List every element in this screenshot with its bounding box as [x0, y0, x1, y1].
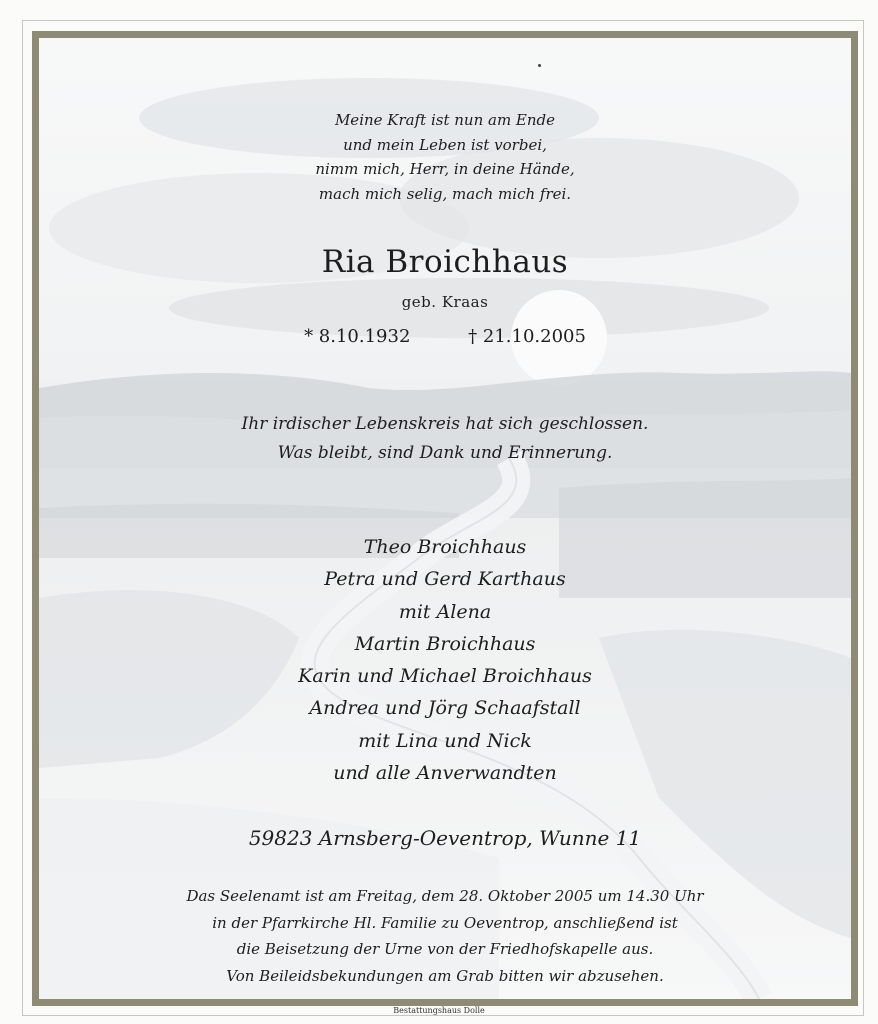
quote-line: Was bleibt, sind Dank und Erinnerung. [277, 443, 613, 463]
notice-line: die Beisetzung der Urne von der Friedhofskapelle aus. [236, 940, 654, 958]
poem [39, 108, 851, 206]
funeral-notice [39, 883, 851, 989]
mourner-line: und alle Anverwandten [333, 762, 557, 785]
mourner-line: mit Alena [398, 600, 492, 623]
death-date: † 21.10.2005 [468, 326, 586, 347]
poem-line: mach mich selig, mach mich frei. [318, 184, 572, 203]
quote-line: Ihr irdischer Lebenskreis hat sich geschlossen. [241, 414, 649, 434]
family-address: 59823 Arnsberg-Oeventrop, Wunne 11 [248, 826, 642, 850]
card-frame [32, 31, 858, 1006]
deceased-name: Ria Broichhaus [321, 244, 569, 280]
mourner-line: Martin Broichhaus [354, 632, 536, 655]
poem-line: und mein Leben ist vorbei, [343, 135, 547, 154]
mourner-line: Petra und Gerd Karthaus [324, 568, 566, 591]
notice-line: in der Pfarrkirche Hl. Familie zu Oeventrop, anschließend ist [212, 913, 678, 932]
poem-line: Meine Kraft ist nun am Ende [334, 111, 556, 129]
card-content [39, 38, 851, 999]
mourners-list [39, 531, 851, 789]
maiden-name: geb. Kraas [401, 293, 489, 311]
print-speck [538, 64, 541, 67]
notice-line: Von Beileidsbekundungen am Grab bitten wir abzusehen. [226, 966, 664, 985]
mourner-line: mit Lina und Nick [358, 729, 532, 752]
mourner-line: Andrea und Jörg Schaafstall [309, 697, 581, 720]
funeral-home-imprint: Bestattungshaus Dolle [393, 1006, 485, 1015]
poem-line: nimm mich, Herr, in deine Hände, [315, 160, 575, 178]
mourner-line: Theo Broichhaus [363, 536, 527, 558]
memorial-quote [39, 410, 851, 468]
mourner-line: Karin und Michael Broichhaus [298, 665, 592, 688]
life-dates [39, 326, 851, 347]
birth-date: * 8.10.1932 [304, 326, 411, 347]
notice-line: Das Seelenamt ist am Freitag, dem 28. Oktober 2005 um 14.30 Uhr [186, 887, 704, 905]
